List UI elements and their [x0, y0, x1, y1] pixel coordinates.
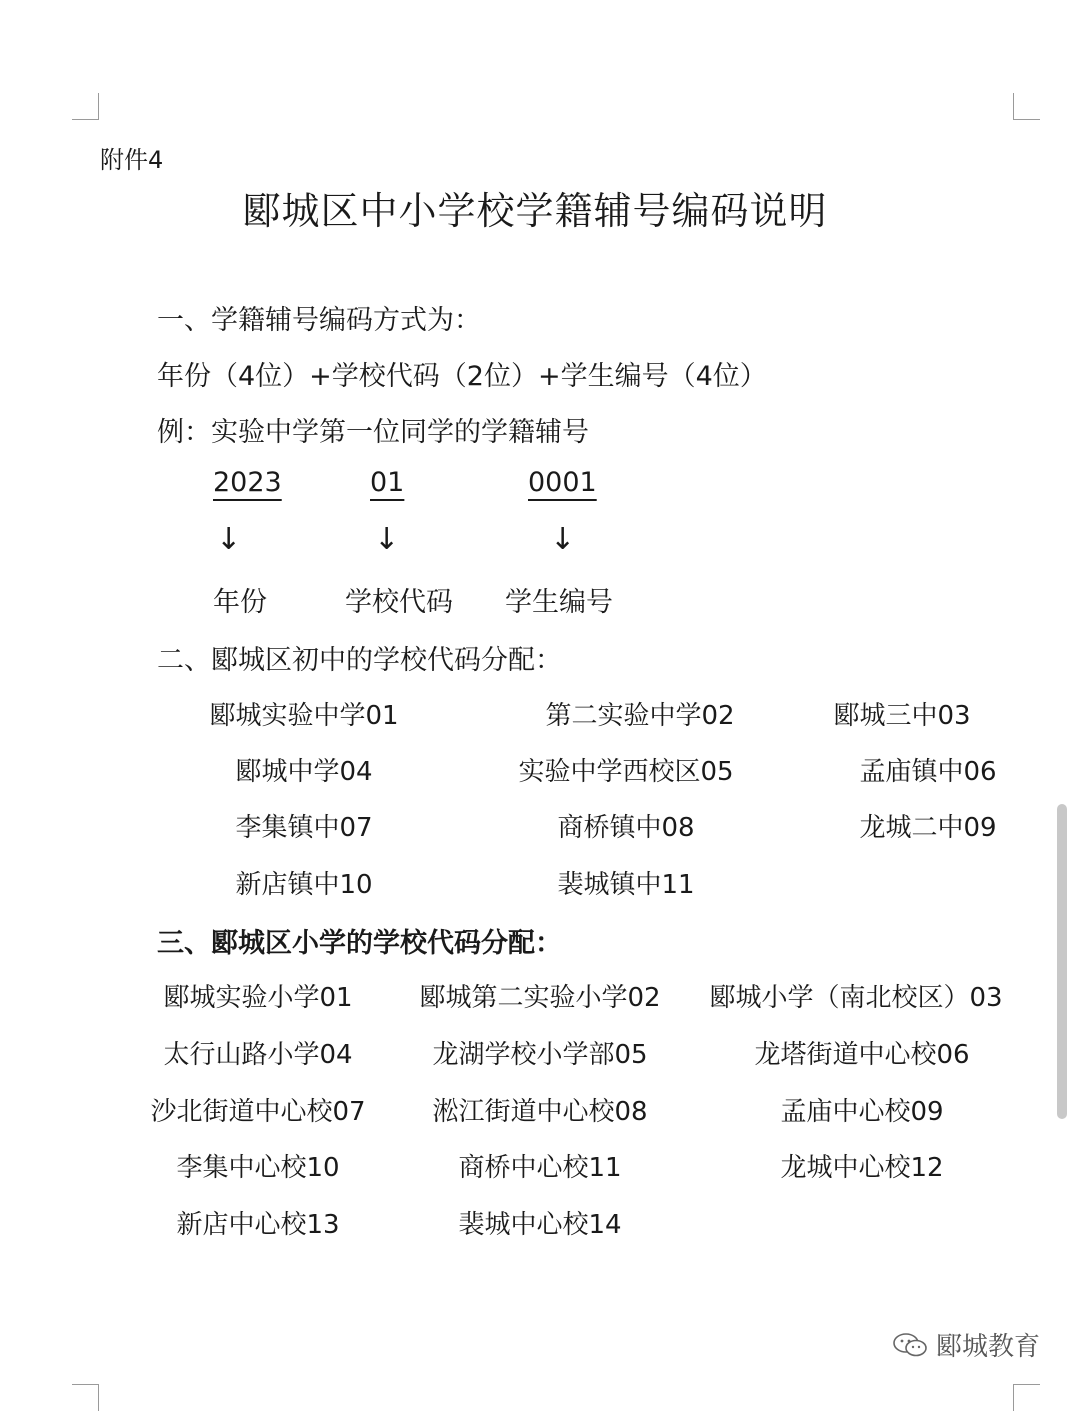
example-label-student: 学生编号 — [505, 587, 613, 618]
down-arrow-icon: ↓ — [374, 522, 400, 557]
middle-school-entry: 郾城中学04 — [235, 757, 373, 787]
down-arrow-icon: ↓ — [550, 522, 576, 557]
section3-heading: 三、郾城区小学的学校代码分配： — [157, 928, 562, 959]
attachment-label: 附件4 — [100, 146, 164, 174]
primary-school-entry: 龙塔街道中心校06 — [754, 1040, 970, 1070]
crop-mark-bottom-left — [72, 1384, 99, 1411]
primary-school-entry: 郾城小学（南北校区）03 — [709, 983, 1003, 1013]
primary-school-entry: 裴城中心校14 — [458, 1210, 622, 1240]
example-label-school: 学校代码 — [345, 587, 453, 618]
middle-school-entry: 李集镇中07 — [235, 813, 373, 843]
watermark — [892, 1326, 1040, 1363]
code-format-line: 年份（4位）+学校代码（2位）+学生编号（4位） — [157, 361, 767, 392]
wechat-icon — [892, 1332, 928, 1358]
primary-school-entry: 李集中心校10 — [176, 1153, 340, 1183]
primary-school-entry: 沙北街道中心校07 — [150, 1097, 366, 1127]
example-intro: 例：实验中学第一位同学的学籍辅号 — [157, 417, 589, 448]
primary-school-entry: 新店中心校13 — [176, 1210, 340, 1240]
down-arrow-icon: ↓ — [216, 522, 242, 557]
middle-school-entry: 龙城二中09 — [859, 813, 997, 843]
crop-mark-top-right — [1013, 93, 1040, 120]
section1-heading: 一、学籍辅号编码方式为： — [157, 305, 481, 336]
primary-school-entry: 龙城中心校12 — [780, 1153, 944, 1183]
primary-school-entry: 孟庙中心校09 — [780, 1097, 944, 1127]
primary-school-entry: 淞江街道中心校08 — [432, 1097, 648, 1127]
middle-school-entry: 实验中学西校区05 — [518, 757, 734, 787]
middle-school-entry: 裴城镇中11 — [557, 870, 695, 900]
middle-school-entry: 孟庙镇中06 — [859, 757, 997, 787]
primary-school-entry: 郾城第二实验小学02 — [419, 983, 661, 1013]
primary-school-entry: 郾城实验小学01 — [163, 983, 353, 1013]
crop-mark-top-left — [72, 93, 99, 120]
vertical-scrollbar[interactable] — [1057, 804, 1067, 1119]
example-code-school: 01 — [370, 467, 405, 498]
example-code-student: 0001 — [528, 467, 597, 498]
document-title: 郾城区中小学校学籍辅号编码说明 — [242, 189, 828, 233]
primary-school-entry: 商桥中心校11 — [458, 1153, 622, 1183]
primary-school-entry: 太行山路小学04 — [163, 1040, 353, 1070]
middle-school-entry: 商桥镇中08 — [557, 813, 695, 843]
primary-school-entry: 龙湖学校小学部05 — [432, 1040, 648, 1070]
watermark-text: 郾城教育 — [936, 1332, 1041, 1362]
middle-school-entry: 郾城三中03 — [833, 701, 971, 731]
section2-heading: 二、郾城区初中的学校代码分配： — [157, 645, 562, 676]
crop-mark-bottom-right — [1013, 1384, 1040, 1411]
middle-school-entry: 新店镇中10 — [235, 870, 373, 900]
example-label-year: 年份 — [213, 587, 267, 618]
middle-school-entry: 郾城实验中学01 — [209, 701, 399, 731]
middle-school-entry: 第二实验中学02 — [545, 701, 735, 731]
example-code-year: 2023 — [213, 467, 282, 498]
